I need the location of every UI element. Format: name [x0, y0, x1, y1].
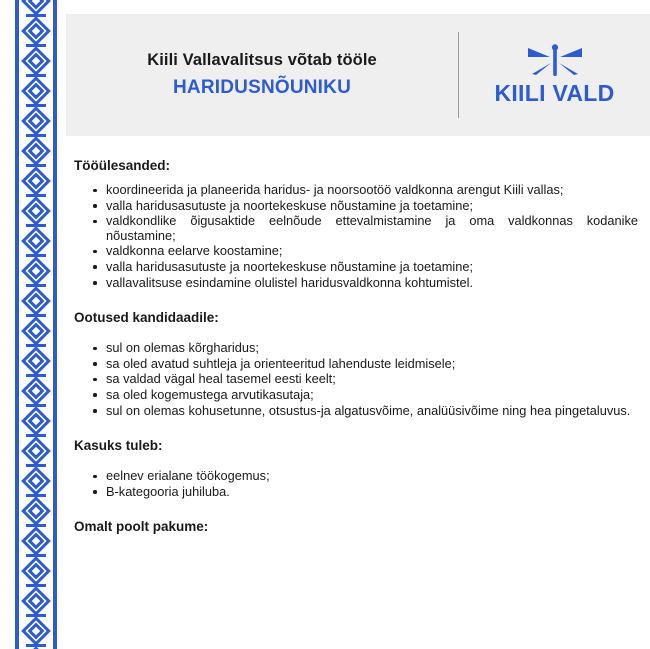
section-tooulesanded — [74, 158, 642, 290]
diamond-motif — [20, 316, 52, 346]
decorative-border-strip — [14, 0, 58, 649]
diamond-motif — [20, 556, 52, 586]
diamond-motif — [20, 586, 52, 616]
bullet-list — [74, 341, 642, 418]
list-item: sa valdad vägal heal tasemel eesti keelt; — [92, 372, 642, 387]
header-text-block — [66, 51, 458, 99]
bullet-list — [74, 183, 642, 290]
strip-inner — [14, 0, 58, 649]
diamond-motif — [20, 46, 52, 76]
list-item: koordineerida ja planeerida haridus- ja noorsootöö valdkonna arengut Kiili vallas; — [92, 183, 642, 198]
document-content — [66, 0, 650, 649]
header-title-line2: HARIDUSNÕUNIKU — [172, 77, 352, 98]
diamond-motif — [20, 16, 52, 46]
diamond-motif — [20, 616, 52, 646]
diamond-motif — [20, 286, 52, 316]
diamond-motif — [20, 436, 52, 466]
bullet-list — [74, 469, 642, 499]
diamond-motif — [20, 166, 52, 196]
diamond-motif — [20, 136, 52, 166]
list-item: valla haridusasutuste ja noortekeskuse nõustamine ja toetamine; — [92, 260, 642, 275]
logo-text: KIILI VALD — [494, 79, 615, 106]
section-kasuks-tuleb — [74, 438, 642, 499]
section-omalt-poolt-pakume — [74, 519, 642, 534]
list-item: B-kategooria juhiluba. — [92, 485, 642, 500]
diamond-motif — [20, 496, 52, 526]
list-item: sul on olemas kohusetunne, otsustus-ja algatusvõime, analüüsivõime ning hea pingetaluvus. — [92, 404, 642, 419]
diamond-motif — [20, 226, 52, 256]
section-title: Tööülesanded: — [74, 158, 171, 173]
diamond-motif — [20, 196, 52, 226]
section-title: Omalt poolt pakume: — [74, 519, 209, 535]
logo-block — [459, 44, 650, 107]
list-item: eelnev erialane töökogemus; — [92, 469, 642, 484]
diamond-motif — [20, 376, 52, 406]
section-title: Ootused kandidaadile: — [74, 310, 219, 326]
header-title-line1: Kiili Vallavalitsus võtab tööle — [147, 51, 377, 69]
dragonfly-icon — [526, 44, 584, 78]
list-item: sul on olemas kõrgharidus; — [92, 341, 642, 356]
diamond-motif — [20, 76, 52, 106]
diamond-motif — [20, 526, 52, 556]
diamond-motif — [20, 346, 52, 376]
diamond-column — [20, 0, 52, 649]
strip-band-left — [15, 0, 19, 649]
list-item: valdkondlike õigusaktide eelnõude ettevalmistamine ja oma valdkonnas kodanike nõustamine; — [92, 214, 642, 243]
section-title: Kasuks tuleb: — [74, 438, 163, 454]
diamond-motif — [20, 256, 52, 286]
list-item: valla haridusasutuste ja noortekeskuse nõustamine ja toetamine; — [92, 199, 642, 214]
list-item: sa oled kogemustega arvutikasutaja; — [92, 388, 642, 403]
list-item: vallavalitsuse esindamine olulistel haridusvaldkonna kohtumistel. — [92, 276, 642, 291]
list-item: sa oled avatud suhtleja ja orienteeritud lahenduste leidmisele; — [92, 357, 642, 372]
diamond-motif — [20, 106, 52, 136]
body-sections — [66, 136, 650, 534]
diamond-motif — [20, 406, 52, 436]
header-banner — [66, 14, 650, 136]
section-ootused-kandidaadile — [74, 310, 642, 418]
list-item: valdkonna eelarve koostamine; — [92, 244, 642, 259]
strip-band-right — [53, 0, 57, 649]
diamond-motif — [20, 466, 52, 496]
